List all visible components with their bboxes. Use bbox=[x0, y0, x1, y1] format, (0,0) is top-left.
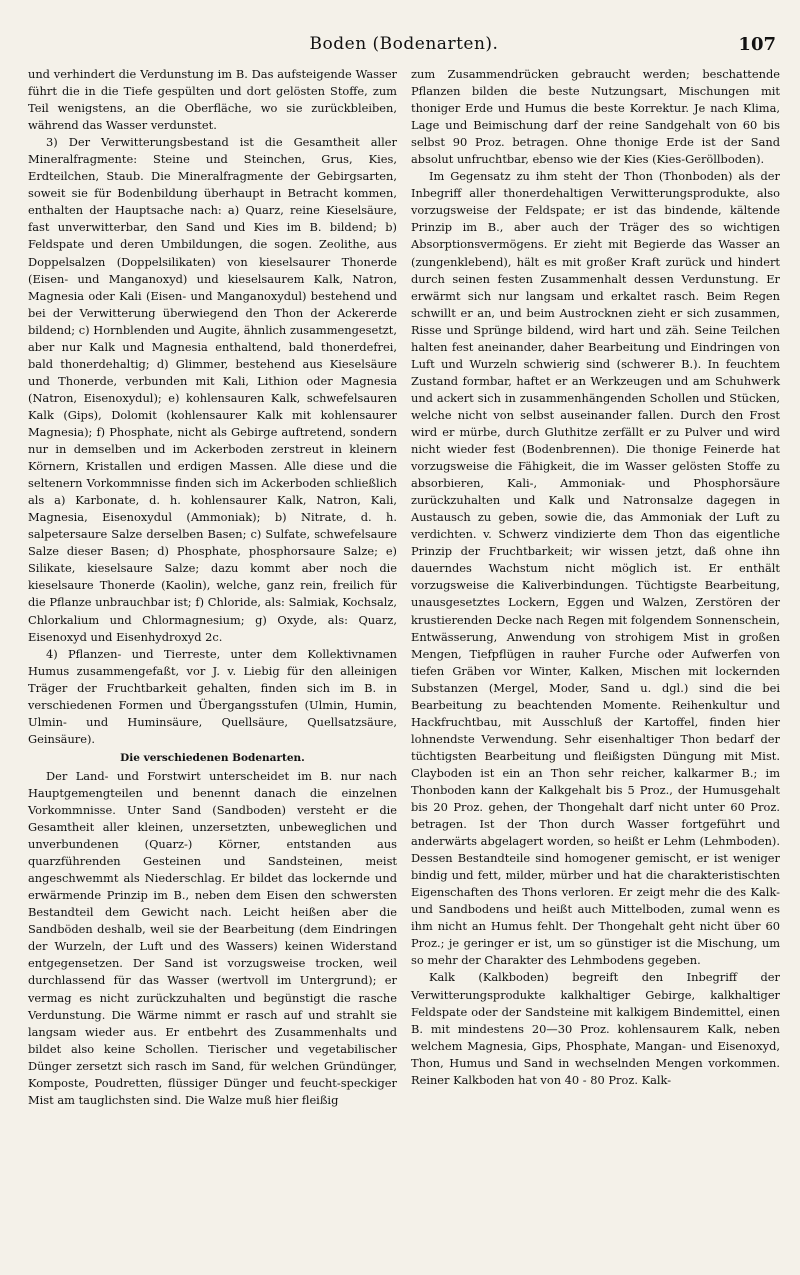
paragraph: Der Land- und Forstwirt unterscheidet im B. nur nach Hauptgemengteilen und benennt danach die einzelnen Vorkommnisse. Unter Sand (Sandboden) versteht er die Gesamtheit aller kleinen, unzersetzten, unbeweglichen und unverbundenen (Quarz-) Körner, entstanden aus quarzführenden Gesteinen und Sandsteinen, meist angeschwemmt als Niederschlag. Er bildet das lockernde und erwärmende Prinzip im B., neben dem Eisen den schwersten Bestandteil dem Gewicht nach. Leicht heißen aber die Sandböden deshalb, weil sie der Bearbeitung (dem Eindringen der Wurzeln, der Luft und des Wassers) keinen Widerstand entgegensetzen. Der Sand ist vorzugsweise trocken, weil durchlassend für das Wasser (wertvoll im Untergrund); er vermag es nicht zurückzuhalten und begünstigt die rasche Verdunstung. Die Wärme nimmt er rasch auf und strahlt sie langsam wieder aus. Er entbehrt des Zusammenhalts und bildet also keine Schollen. Tierischer und vegetabilischer Dünger zersetzt sich rasch im Sand, für welchen Gründünger, Komposte, Poudretten, flüssiger Dünger und feucht-speckiger Mist am tauglichsten sind. Die Walze muß hier fleißig bbox=[28, 768, 397, 1107]
page-header bbox=[28, 34, 780, 66]
right-column bbox=[411, 66, 780, 1109]
paragraph: 3) Der Verwitterungsbestand ist die Gesamtheit aller Mineralfragmente: Steine und Steinchen, Grus, Kies, Erdteilchen, Staub. Die Mineralfragmente der Gebirgsarten, soweit sie für Bodenbildung überhaupt in Betracht kommen, enthalten der Hauptsache nach: a) Quarz, reine Kieselsäure, fast unverwitterbar, den Sand und Kies im B. bildend; b) Feldspate und deren Umbildungen, die sogen. Zeolithe, aus Doppelsalzen (Doppelsilikaten) von kieselsaurer Thonerde (Eisen- und Manganoxyd) und kieselsaurem Kalk, Natron, Magnesia oder Kali (Eisen- und Manganoxydul) bestehend und bei der Verwitterung überwiegend den Thon der Ackererde bildend; c) Hornblenden und Augite, ähnlich zusammengesetzt, aber nur Kalk und Magnesia enthaltend, bald thonerdefrei, bald thonerdehaltig; d) Glimmer, bestehend aus Kieselsäure und Thonerde, verbunden mit Kali, Lithion oder Magnesia (Natron, Eisenoxydul); e) kohlensauren Kalk, schwefelsauren Kalk (Gips), Dolomit (kohlensaurer Kalk mit kohlensaurer Magnesia); f) Phosphate, nicht als Gebirge auftretend, sondern nur in demselben und im Ackerboden zerstreut in kleinern Körnern, Kristallen und erdigen Massen. Alle diese und die seltenern Vorkommnisse finden sich im Ackerboden schließlich als a) Karbonate, d. h. kohlensaurer Kalk, Natron, Kali, Magnesia, Eisenoxydul (Ammoniak); b) Nitrate, d. h. salpetersaure Salze derselben Basen; c) Sulfate, schwefelsaure Salze dieser Basen; d) Phosphate, phosphorsaure Salze; e) Silikate, kieselsaure Salze; dazu kommt aber noch die kieselsaure Thonerde (Kaolin), welche, ganz rein, freilich für die Pflanze unbrauchbar ist; f) Chloride, als: Salmiak, Kochsalz, Chlorkalium und Chlormagnesium; g) Oxyde, als: Quarz, Eisenoxyd und Eisenhydroxyd 2c. bbox=[28, 135, 397, 644]
left-column bbox=[28, 66, 397, 1109]
paragraph: zum Zusammendrücken gebraucht werden; beschattende Pflanzen bilden die beste Nutzungsart, Mischungen mit thoniger Erde und Humus die beste Korrektur. Je nach Klima, Lage und Beimischung darf der reine Sandgehalt von 60 bis selbst 90 Proz. betragen. Ohne thonige Erde ist der Sand absolut unfruchtbar, ebenso wie der Kies (Kies-Geröllboden). bbox=[411, 67, 780, 167]
paragraph: und verhindert die Verdunstung im B. Das aufsteigende Wasser führt die in die Tiefe gespülten und dort gelösten Stoffe, zum Teil wenigstens, an die Oberfläche, wo sie zurückbleiben, während das Wasser verdunstet. bbox=[28, 67, 397, 133]
paragraph: Im Gegensatz zu ihm steht der Thon (Thonboden) als der Inbegriff aller thonerdehaltigen Verwitterungsprodukte, also vorzugsweise der Feldspate; er ist das bindende, kältende Prinzip im B., aber auch der Träger des so wichtigen Absorptionsvermögens. Er zieht mit Begierde das Wasser an (zungenklebend), hält es mit großer Kraft zurück und hindert durch seinen festen Zusammenhalt dessen Verdunstung. Er erwärmt sich nur langsam und erkaltet rasch. Beim Regen schwillt er an, und beim Austrocknen zieht er sich zusammen, Risse und Sprünge bildend, wird hart und zäh. Seine Teilchen halten fest aneinander, daher Bearbeitung und Eindringen von Luft und Wurzeln schwierig sind (schwerer B.). In feuchtem Zustand formbar, haftet er an Werkzeugen und am Schuhwerk und ackert sich in zusammenhängenden Schollen und Stücken, welche nicht von selbst auseinander fallen. Durch den Frost wird er mürbe, durch Gluthitze zerfällt er zu Pulver und wird nicht wieder fest (Bodenbrennen). Die thonige Feinerde hat vorzugsweise die Fähigkeit, die im Wasser gelösten Stoffe zu absorbieren, Kali-, Ammoniak- und Phosphorsäure zurückzuhalten und Kalk und Natronsalze dagegen in Austausch zu geben, sowie die, das Ammoniak der Luft zu verdichten. v. Schwerz vindizierte dem Thon das eigentliche Prinzip der Fruchtbarkeit; wir wissen jetzt, daß ohne ihn dauerndes Wachstum nicht möglich ist. Er enthält vorzugsweise die Kaliverbindungen. Tüchtigste Bearbeitung, unausgesetztes Lockern, Eggen und Walzen, Zerstören der krustierenden Decke nach Regen mit folgendem Sonnenschein, Entwässerung, Anwendung von strohigem Mist in großen Mengen, Tiefpflügen in rauher Furche oder Aufwerfen von tiefen Gräben vor Winter, Kalken, Mischen mit lockernden Substanzen (Mergel, Moder, Sand u. dgl.) sind die bei Bearbeitung zu beachtenden Momente. Reihenkultur und Hackfruchtbau, mit Ausschluß der Kartoffel, finden hier lohnendste Verwendung. Sehr eisenhaltiger Thon bedarf der tüchtigsten Bearbeitung und fleißigsten Düngung mit Mist. Clayboden ist ein an Thon sehr reicher, kalkarmer B.; im Thonboden kann der Kalkgehalt bis 5 Proz., der Humusgehalt bis 20 Proz. gehen, der Thongehalt darf nicht unter 60 Proz. betragen. Ist der Thon durch Wasser fortgeführt und anderwärts abgelagert worden, so heißt er Lehm (Lehmboden). Dessen Bestandteile sind homogener gemischt, er ist weniger bindig und fett, milder, mürber und hat die charakteristischten Eigenschaften des Thons verloren. Er zeigt mehr die des Kalk- und Sandbodens und heißt auch Mittelboden, zumal wenn es ihm nicht an Humus fehlt. Der Thongehalt geht nicht über 60 Proz.; je geringer er ist, um so günstiger ist die Mischung, um so mehr der Charakter des Lehmbodens gegeben. bbox=[411, 169, 780, 968]
paragraph: 4) Pflanzen- und Tierreste, unter dem Kollektivnamen Humus zusammengefaßt, vor J. v. Liebig für den alleinigen Träger der Fruchtbarkeit gehalten, finden sich im B. in verschiedenen Formen und Übergangsstufen (Ulmin, Humin, Ulmin- und Huminsäure, Quellsäure, Quellsatzsäure, Geinsäure). bbox=[28, 646, 397, 746]
section-heading: Die verschiedenen Bodenarten. bbox=[120, 751, 305, 764]
page-number: 107 bbox=[738, 34, 776, 55]
text-columns bbox=[28, 66, 780, 1109]
running-head: Boden (Bodenarten). bbox=[309, 34, 499, 54]
paragraph: Kalk (Kalkboden) begreift den Inbegriff der Verwitterungsprodukte kalkhaltiger Gebirge, kalkhaltiger Feldspate oder der Sandsteine mit kalkigem Bindemittel, einen B. mit mindestens 20—30 Proz. kohlensaurem Kalk, neben welchem Magnesia, Gips, Phosphate, Mangan- und Eisenoxyd, Thon, Humus und Sand in wechselnden Mengen vorkommen. Reiner Kalkboden hat von 40 - 80 Proz. Kalk- bbox=[411, 970, 780, 1087]
